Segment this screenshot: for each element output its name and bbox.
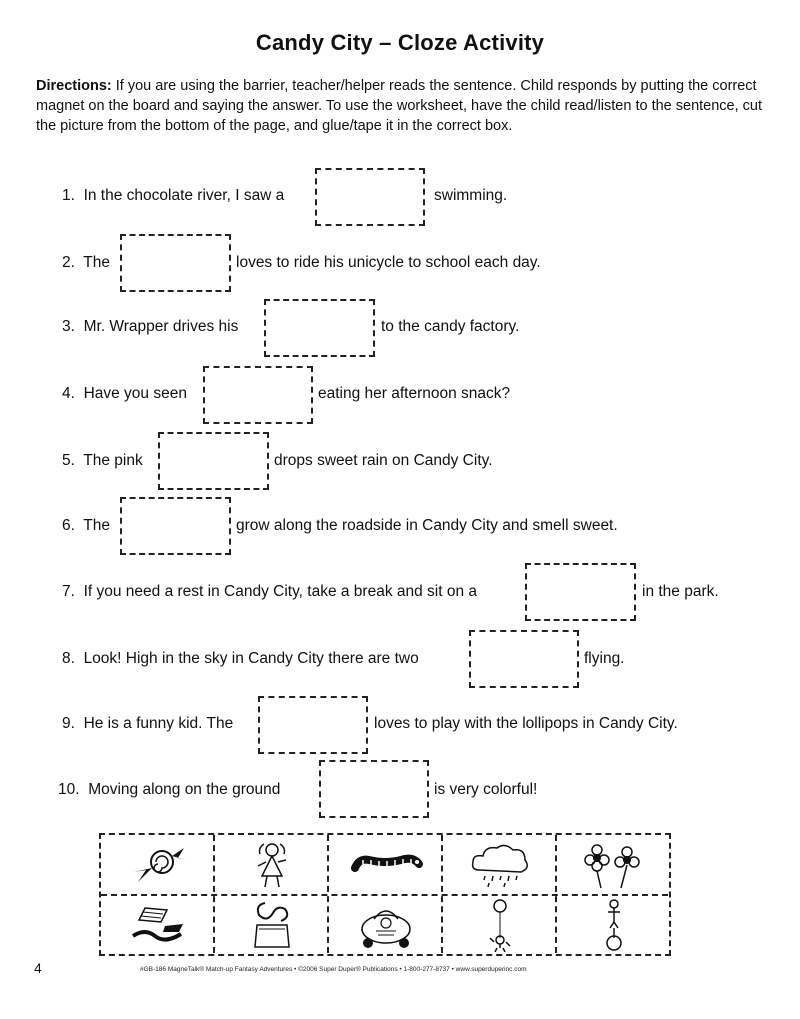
question-number: 9. <box>62 715 75 732</box>
answer-box-5[interactable] <box>158 432 269 490</box>
unicycle-icon[interactable] <box>557 895 671 955</box>
question-2 <box>62 253 110 273</box>
answer-box-3[interactable] <box>264 299 375 357</box>
question-text-before: The <box>83 517 110 534</box>
footer-credits: #GB-186 MagneTalk® Match-up Fantasy Adventures • ©2006 Super Duper® Publications • 1-800-277-8737 • www.superduperinc.com <box>140 966 527 973</box>
question-number: 5. <box>62 452 75 469</box>
answer-box-7[interactable] <box>525 563 636 621</box>
question-number: 4. <box>62 385 75 402</box>
flying-carpets-icon[interactable] <box>101 895 215 955</box>
question-number: 2. <box>62 254 75 271</box>
question-text-after: drops sweet rain on Candy City. <box>274 452 493 469</box>
question-4 <box>62 384 187 404</box>
question-number: 1. <box>62 187 75 204</box>
question-text-before: Look! High in the sky in Candy City there are two <box>83 650 419 667</box>
question-7 <box>62 582 477 602</box>
flowers-icon[interactable] <box>557 835 671 895</box>
question-number: 8. <box>62 650 75 667</box>
question-number: 3. <box>62 318 75 335</box>
question-number: 6. <box>62 517 75 534</box>
question-text-before: In the chocolate river, I saw a <box>83 187 285 204</box>
answer-box-10[interactable] <box>319 760 429 818</box>
picture-grid <box>99 833 671 956</box>
question-text-before: The <box>83 254 110 271</box>
girl-icon[interactable] <box>215 835 329 895</box>
question-text-before: Moving along on the ground <box>88 781 281 798</box>
answer-box-9[interactable] <box>258 696 368 754</box>
answer-box-4[interactable] <box>203 366 313 424</box>
pretzel-bag-icon[interactable] <box>215 895 329 955</box>
question-text-after: loves to play with the lollipops in Candy City. <box>374 715 678 732</box>
directions <box>36 76 766 136</box>
answer-box-6[interactable] <box>120 497 231 555</box>
question-text-after: is very colorful! <box>434 781 538 798</box>
question-text-after: swimming. <box>434 187 508 204</box>
lollipop-kid-icon[interactable] <box>443 895 557 955</box>
question-3 <box>62 317 238 337</box>
question-text-before: He is a funny kid. The <box>83 715 234 732</box>
question-8 <box>62 649 419 669</box>
question-10 <box>58 780 280 800</box>
question-6 <box>62 516 110 536</box>
question-text-after: grow along the roadside in Candy City and smell sweet. <box>236 517 618 534</box>
candy-car-icon[interactable] <box>329 895 443 955</box>
answer-box-1[interactable] <box>315 168 425 226</box>
question-text-before: If you need a rest in Candy City, take a break and sit on a <box>83 583 478 600</box>
question-text-before: Have you seen <box>83 385 187 402</box>
question-1 <box>62 186 284 206</box>
question-text-after: eating her afternoon snack? <box>318 385 511 402</box>
question-text-before: The pink <box>83 452 143 469</box>
page-number: 4 <box>34 960 42 976</box>
question-text-after: loves to ride his unicycle to school each day. <box>236 254 541 271</box>
directions-label: Directions: <box>36 78 112 94</box>
question-text-after: in the park. <box>642 583 719 600</box>
question-text-before: Mr. Wrapper drives his <box>83 318 239 335</box>
question-number: 10. <box>58 781 80 798</box>
question-text-after: to the candy factory. <box>381 318 520 335</box>
cloud-icon[interactable] <box>443 835 557 895</box>
question-text-after: flying. <box>584 650 625 667</box>
question-9 <box>62 714 233 734</box>
candy-icon[interactable] <box>101 835 215 895</box>
question-number: 7. <box>62 583 75 600</box>
page-title: Candy City – Cloze Activity <box>255 30 545 55</box>
answer-box-8[interactable] <box>469 630 579 688</box>
directions-text: If you are using the barrier, teacher/helper reads the sentence. Child responds by putting the correct magnet on the board and saying the answer. To use the worksheet, have the child read/listen to the sentence, cut the picture from the bottom of the page, and glue/tape it in the correct box. <box>36 78 763 134</box>
question-5 <box>62 451 143 471</box>
caterpillar-icon[interactable] <box>329 835 443 895</box>
answer-box-2[interactable] <box>120 234 231 292</box>
